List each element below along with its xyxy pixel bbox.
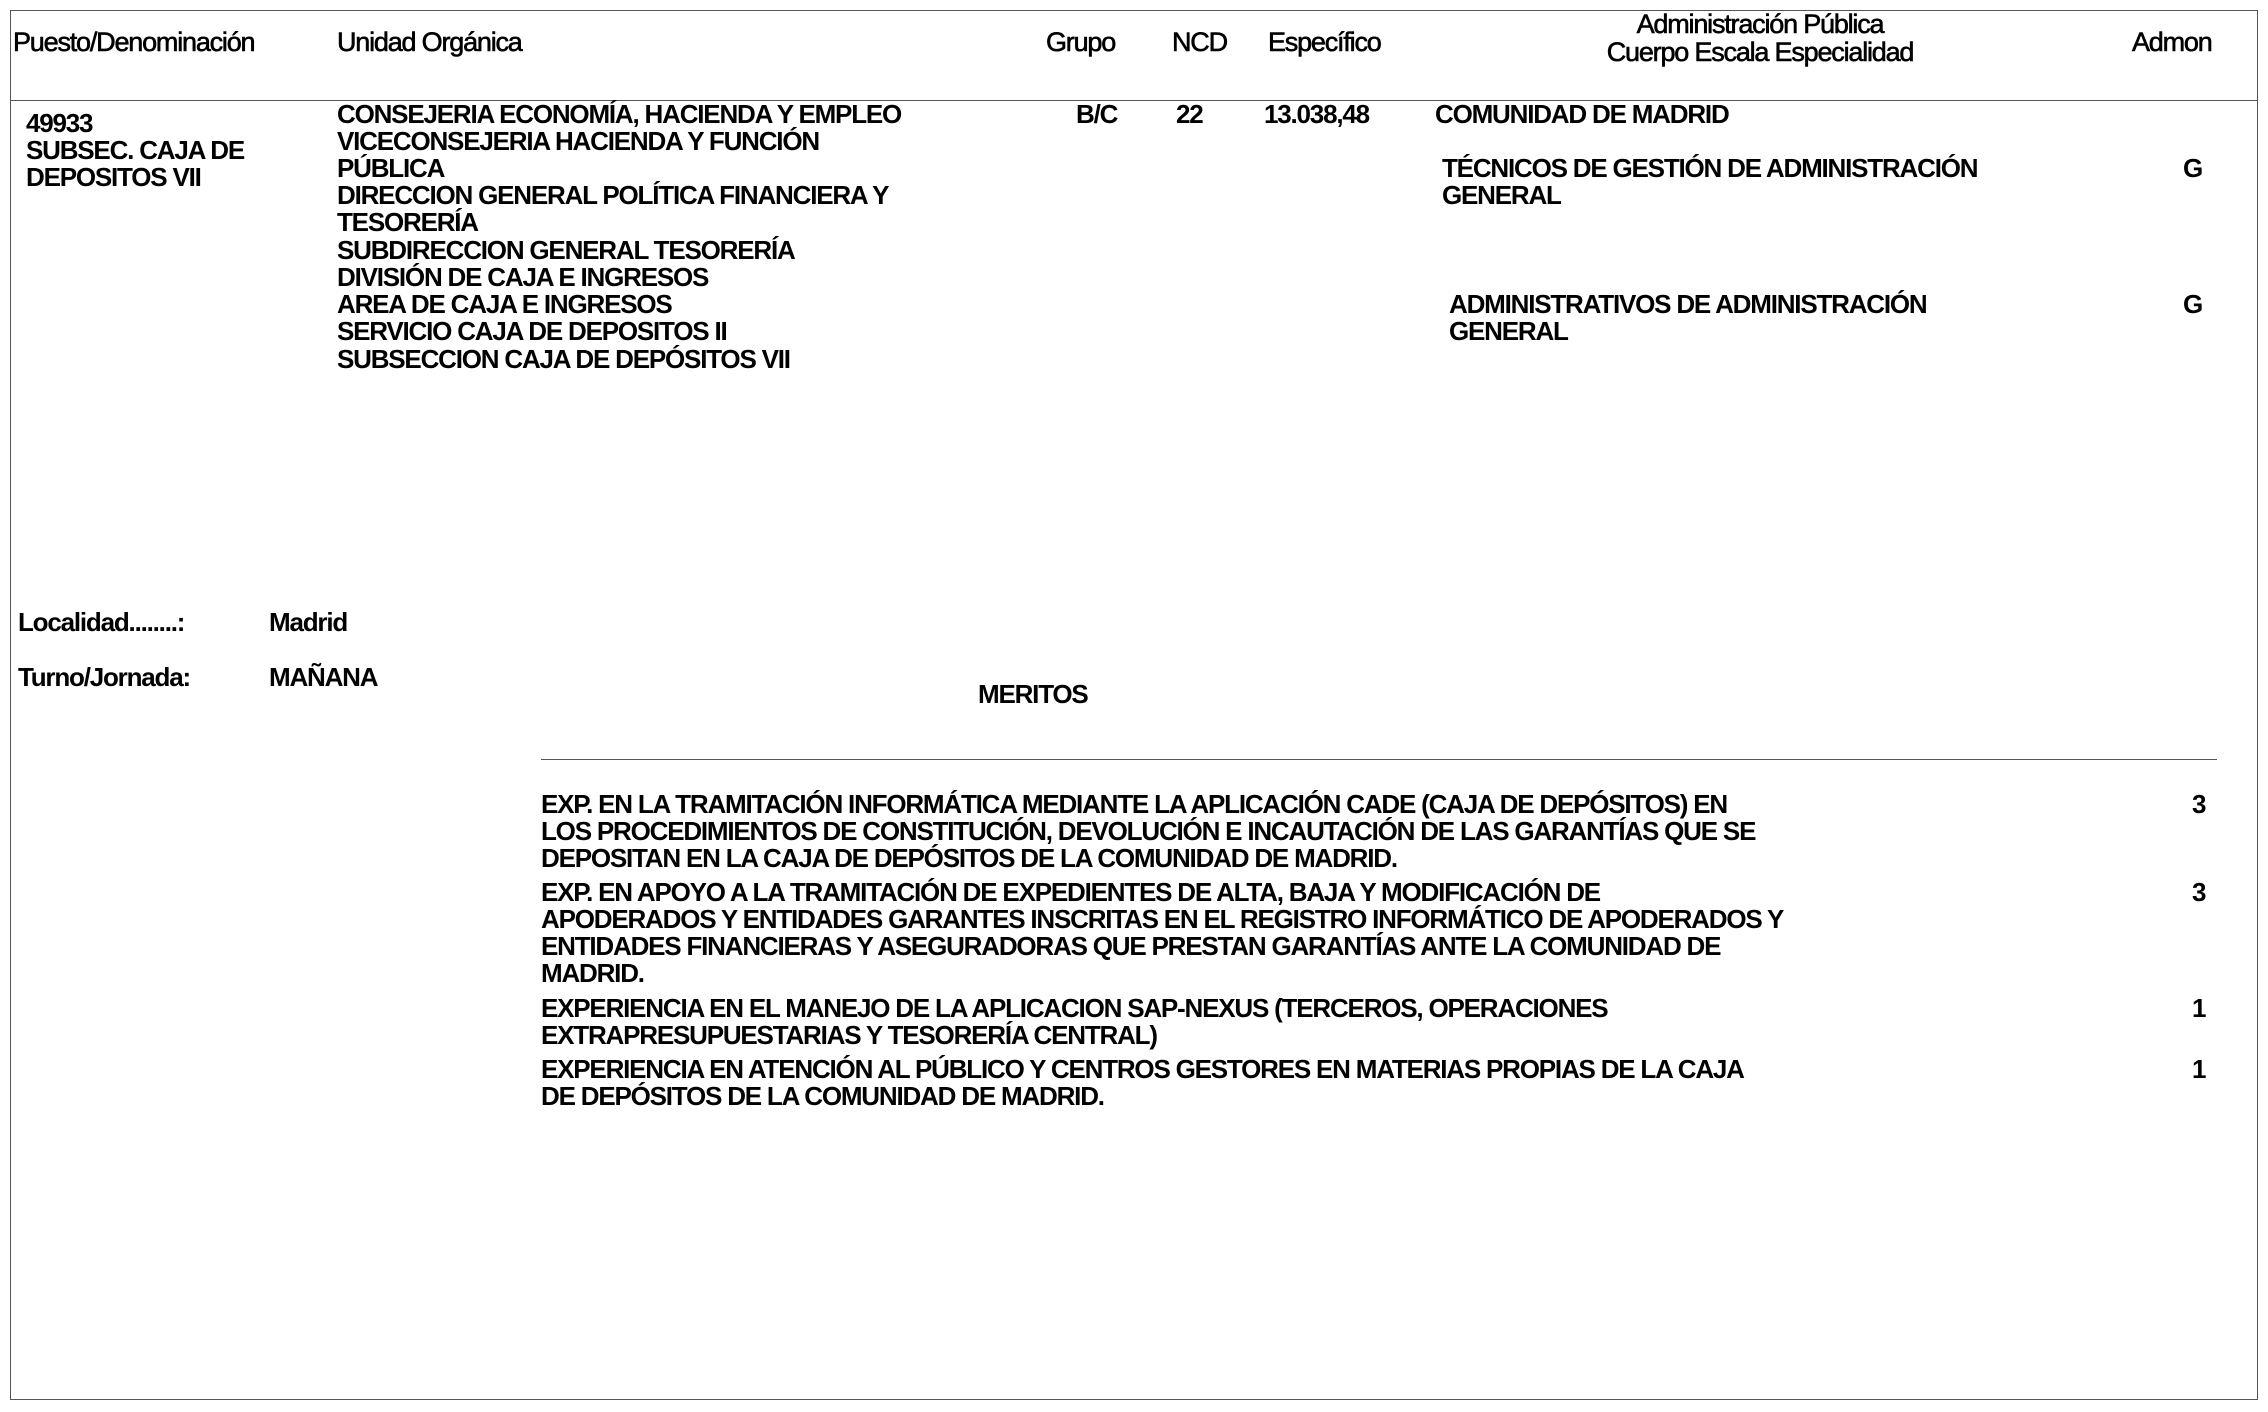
puesto-denominacion-1: SUBSEC. CAJA DE xyxy=(26,135,244,165)
unidad-line-9: SERVICIO CAJA DE DEPOSITOS II xyxy=(337,316,727,346)
header-especifico: Específico xyxy=(1268,27,1381,57)
unidad-line-8: AREA DE CAJA E INGRESOS xyxy=(337,289,672,319)
localidad-value: Madrid xyxy=(269,607,348,637)
administracion-value: COMUNIDAD DE MADRID xyxy=(1435,99,1729,129)
unidad-line-5: TESORERÍA xyxy=(337,207,478,237)
header-admon: Admon xyxy=(2132,27,2212,57)
merito-4-line-2: DE DEPÓSITOS DE LA COMUNIDAD DE MADRID. xyxy=(541,1081,1104,1111)
unidad-line-10: SUBSECCION CAJA DE DEPÓSITOS VII xyxy=(337,344,790,374)
header-puesto: Puesto/Denominación xyxy=(13,27,255,57)
merito-2-line-2: APODERADOS Y ENTIDADES GARANTES INSCRITAS EN EL REGISTRO INFORMÁTICO DE APODERADOS Y xyxy=(541,904,1784,934)
header-admin-line2: Cuerpo Escala Especialidad xyxy=(1606,37,1914,67)
localidad-label: Localidad........: xyxy=(18,607,185,637)
merito-1-puntos: 3 xyxy=(2192,789,2206,819)
unidad-line-3: PÚBLICA xyxy=(337,153,445,183)
header-unidad: Unidad Orgánica xyxy=(337,27,522,57)
meritos-title: MERITOS xyxy=(978,679,1088,709)
header-ncd: NCD xyxy=(1172,27,1227,57)
cuerpo-2-line-2: GENERAL xyxy=(1449,316,1568,346)
unidad-line-1: CONSEJERIA ECONOMÍA, HACIENDA Y EMPLEO xyxy=(337,99,902,129)
merito-3-line-1: EXPERIENCIA EN EL MANEJO DE LA APLICACION SAP-NEXUS (TERCEROS, OPERACIONES xyxy=(541,993,1608,1023)
merito-4-line-1: EXPERIENCIA EN ATENCIÓN AL PÚBLICO Y CENTROS GESTORES EN MATERIAS PROPIAS DE LA CAJA xyxy=(541,1054,1744,1084)
especifico-value: 13.038,48 xyxy=(1264,99,1369,129)
merito-1-line-2: LOS PROCEDIMIENTOS DE CONSTITUCIÓN, DEVOLUCIÓN E INCAUTACIÓN DE LAS GARANTÍAS QUE SE xyxy=(541,816,1756,846)
header-grupo: Grupo xyxy=(1046,27,1116,57)
merito-4-puntos: 1 xyxy=(2192,1054,2206,1084)
puesto-denominacion-2: DEPOSITOS VII xyxy=(26,162,201,192)
cuerpo-2-admon: G xyxy=(2183,289,2203,319)
cuerpo-2-line-1: ADMINISTRATIVOS DE ADMINISTRACIÓN xyxy=(1449,289,1927,319)
unidad-line-6: SUBDIRECCION GENERAL TESORERÍA xyxy=(337,235,795,265)
merito-2-line-4: MADRID. xyxy=(541,958,644,988)
turno-value: MAÑANA xyxy=(269,662,378,692)
merito-2-line-3: ENTIDADES FINANCIERAS Y ASEGURADORAS QUE PRESTAN GARANTÍAS ANTE LA COMUNIDAD DE xyxy=(541,931,1721,961)
ncd-value: 22 xyxy=(1176,99,1203,129)
header-admin-line1: Administración Pública xyxy=(1636,9,1884,39)
merito-2-line-1: EXP. EN APOYO A LA TRAMITACIÓN DE EXPEDIENTES DE ALTA, BAJA Y MODIFICACIÓN DE xyxy=(541,877,1600,907)
merito-3-puntos: 1 xyxy=(2192,993,2206,1023)
cuerpo-1-line-2: GENERAL xyxy=(1442,180,1561,210)
cuerpo-1-admon: G xyxy=(2183,153,2203,183)
merito-1-line-3: DEPOSITAN EN LA CAJA DE DEPÓSITOS DE LA COMUNIDAD DE MADRID. xyxy=(541,843,1397,873)
unidad-line-4: DIRECCION GENERAL POLÍTICA FINANCIERA Y xyxy=(337,180,889,210)
puesto-codigo: 49933 xyxy=(26,108,93,138)
turno-label: Turno/Jornada: xyxy=(18,662,190,692)
grupo-value: B/C xyxy=(1076,99,1118,129)
unidad-line-7: DIVISIÓN DE CAJA E INGRESOS xyxy=(337,262,709,292)
meritos-divider xyxy=(541,759,2217,760)
merito-1-line-1: EXP. EN LA TRAMITACIÓN INFORMÁTICA MEDIANTE LA APLICACIÓN CADE (CAJA DE DEPÓSITOS) EN xyxy=(541,789,1728,819)
unidad-line-2: VICECONSEJERIA HACIENDA Y FUNCIÓN xyxy=(337,126,819,156)
cuerpo-1-line-1: TÉCNICOS DE GESTIÓN DE ADMINISTRACIÓN xyxy=(1442,153,1978,183)
merito-3-line-2: EXTRAPRESUPUESTARIAS Y TESORERÍA CENTRAL) xyxy=(541,1020,1157,1050)
merito-2-puntos: 3 xyxy=(2192,877,2206,907)
